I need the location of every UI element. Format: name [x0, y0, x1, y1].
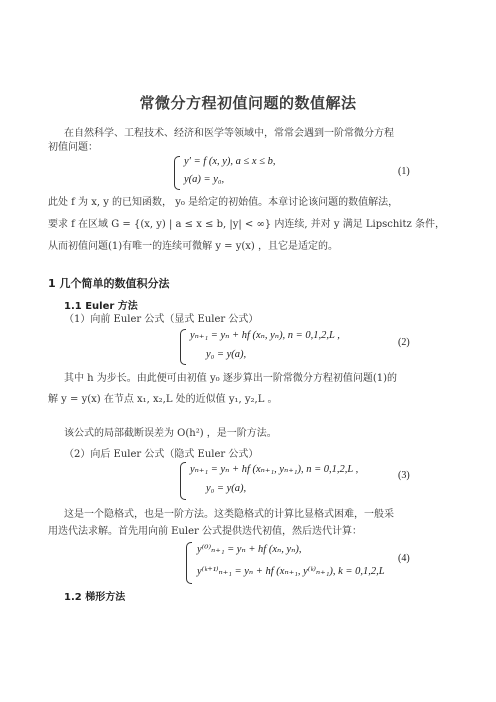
equation-4-number: (4) [398, 553, 410, 564]
intro-line-1: 在自然科学、工程技术、经济和医学等领域中，常常会遇到一阶常微分方程 [64, 128, 394, 139]
backward-euler-label: （2）向后 Euler 公式（隐式 Euler 公式） [64, 449, 259, 460]
paragraph-2-line-1: 其中 h 为步长。由此便可由初值 y₀ 逐步算出一阶常微分方程初值问题(1)的 [64, 373, 397, 384]
section-1-heading: 1 几个简单的数值积分法 [48, 277, 170, 290]
subsection-1-2-heading: 1.2 梯形方法 [64, 592, 126, 603]
paragraph-4-line-1: 这是一个隐格式，也是一阶方法。这类隐格式的计算比显格式困难，一般采 [64, 509, 394, 520]
equation-2-brace [180, 329, 186, 365]
paragraph-1-line-3: 从而初值问题(1)有唯一的连续可微解 y = y(x) ，且它是适定的。 [48, 241, 338, 252]
equation-3-brace [180, 462, 186, 500]
paragraph-1-line-2: 要求 f 在区域 G = {(x, y) | a ≤ x ≤ b, |y| < ∞} 内连续, 并对 y 满足 Lipschitz 条件， [48, 219, 445, 230]
paragraph-4-line-2: 用迭代法求解。首先用向前 Euler 公式提供迭代初值，然后迭代计算： [48, 526, 362, 537]
equation-3-row-2: y₀ = y(a), [206, 483, 247, 494]
subsection-1-1-heading: 1.1 Euler 方法 [64, 301, 138, 312]
intro-line-2: 初值问题： [48, 142, 98, 153]
equation-4-brace [186, 542, 192, 584]
paragraph-1-line-1: 此处 f 为 x, y 的已知函数， y₀ 是给定的初始值。本章讨论该问题的数值解法， [48, 197, 399, 208]
equation-1-number: (1) [398, 166, 410, 177]
equation-2-row-2: y₀ = y(a), [206, 349, 247, 360]
document-title: 常微分方程初值问题的数值解法 [139, 94, 357, 112]
equation-2-row-1: yₙ₊₁ = yₙ + hf (xₙ, yₙ), n = 0,1,2,L , [190, 330, 340, 341]
equation-4-row-2: y⁽ᵏ⁺¹⁾ₙ₊₁ = yₙ + hf (xₙ₊₁, y⁽ᵏ⁾ₙ₊₁), k = 0,1,2,L [197, 566, 385, 577]
forward-euler-label: （1）向前 Euler 公式（显式 Euler 公式） [64, 314, 259, 325]
equation-1-brace [174, 156, 180, 190]
paragraph-3: 该公式的局部截断误差为 O(h²) ，是一阶方法。 [64, 428, 277, 439]
equation-3-row-1: yₙ₊₁ = yₙ + hf (xₙ₊₁, yₙ₊₁), n = 0,1,2,L , [190, 464, 359, 475]
equation-4-row-1: y⁽⁰⁾ₙ₊₁ = yₙ + hf (xₙ, yₙ), [197, 544, 302, 555]
equation-2-number: (2) [398, 337, 410, 348]
equation-1-row-1: y′ = f (x, y), a ≤ x ≤ b, [184, 156, 276, 167]
equation-3-number: (3) [398, 470, 410, 481]
paragraph-2-line-2: 解 y = y(x) 在节点 x₁, x₂,L 处的近似值 y₁, y₂,L 。 [48, 394, 278, 405]
equation-1-row-2: y(a) = y₀, [184, 174, 225, 185]
